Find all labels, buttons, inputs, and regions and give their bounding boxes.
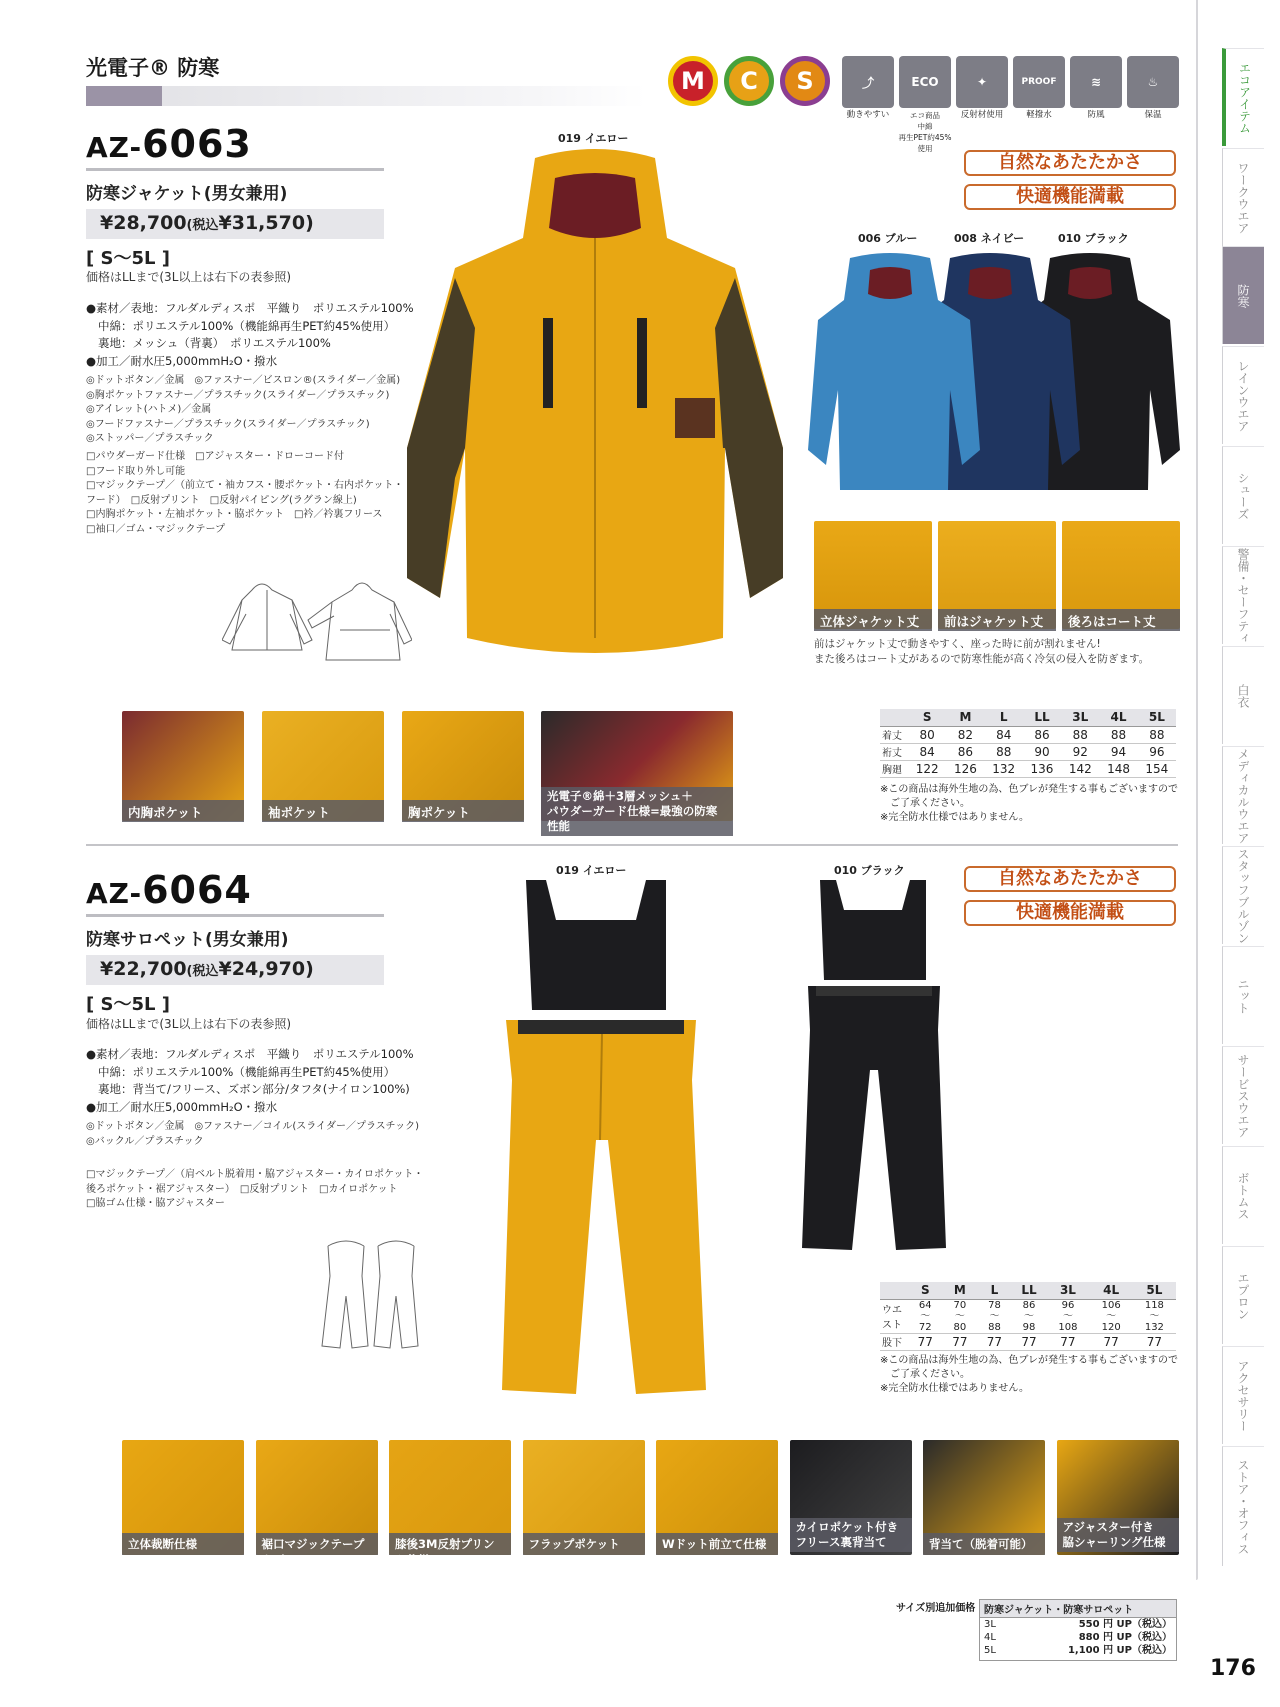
table-cell: 96 〜 108 [1046, 1299, 1089, 1333]
size-range-2: [ S～5L ] [86, 994, 170, 1015]
table-cell: 106 〜 120 [1090, 1299, 1133, 1333]
row-label: ウエスト [880, 1299, 908, 1333]
detail-caption-sleeve-pocket: 袖ポケット [262, 800, 384, 822]
table-header: M [943, 1282, 978, 1299]
table-header: LL [1012, 1282, 1047, 1299]
table-cell: 77 [1133, 1333, 1176, 1350]
table-cell: 148 [1099, 760, 1137, 777]
section-divider [86, 844, 1178, 846]
salopette-detail-caption: 膝後3M反射プリント仕様 [389, 1533, 511, 1555]
table-cell: 78 〜 88 [977, 1299, 1012, 1333]
feature-pill-functions-2: 快適機能満載 [964, 900, 1176, 926]
extra-size: 5L [984, 1645, 996, 1656]
row-label: 着丈 [880, 726, 908, 743]
row-label: 胸廻 [880, 760, 908, 777]
table-header: 5L [1138, 709, 1176, 726]
salopette-detail-caption: フラップポケット [523, 1533, 645, 1555]
extra-size: 4L [984, 1632, 996, 1643]
table-notes-salopette: ※この商品は海外生地の為、色ブレが発生する事もございますので ご了承ください。 ※完全防水仕様ではありません。 [880, 1355, 1178, 1394]
extra-size: 3L [984, 1619, 996, 1630]
jacket-color-variants-photo [800, 250, 1180, 500]
model-number-6064: AZ-6064 [86, 868, 252, 912]
salopette-detail-caption: 立体裁断仕様 [122, 1533, 244, 1555]
table-cell: 86 [946, 743, 984, 760]
table-cell: 88 [1138, 726, 1176, 743]
table-cell: 94 [1099, 743, 1137, 760]
salopette-detail-caption: 背当て（脱着可能） [923, 1533, 1045, 1555]
fit-caption-1: 立体ジャケット丈 [814, 609, 932, 631]
side-tab-11[interactable]: ボトムス [1222, 1146, 1264, 1244]
table-row [880, 743, 1176, 760]
table-cell: 80 [908, 726, 946, 743]
eco-icon: ECO [899, 56, 951, 108]
side-tab-8[interactable]: スタッフブルゾン [1222, 846, 1264, 944]
salopette-black-photo [798, 880, 948, 1250]
price-note: 価格はLLまで(3L以上は右下の表参照) [86, 270, 292, 284]
table-cell: 118 〜 132 [1133, 1299, 1176, 1333]
feature-pill-functions: 快適機能満載 [964, 184, 1176, 210]
side-tab-0[interactable]: エコアイテム [1222, 48, 1264, 146]
table-header: 5L [1133, 1282, 1176, 1299]
side-tab-1[interactable]: ワークウエア [1222, 148, 1264, 246]
table-notes-jacket: ※この商品は海外生地の為、色ブレが発生する事もございますので ご了承ください。 ※完全防水仕様ではありません。 [880, 784, 1178, 823]
row-label: 裄丈 [880, 743, 908, 760]
main-color-label: 019 イエロー [558, 132, 629, 145]
table-header: L [977, 1282, 1012, 1299]
table-cell: 84 [985, 726, 1023, 743]
table-cell: 136 [1023, 760, 1061, 777]
product-name: 防寒ジャケット(男女兼用) [86, 184, 288, 204]
price-box-2: ¥22,700(税込¥24,970) [86, 955, 384, 985]
fit-caption-3: 後ろはコート丈 [1062, 609, 1180, 631]
table-cell: 142 [1061, 760, 1099, 777]
table-header: M [946, 709, 984, 726]
table-header [880, 709, 908, 726]
model-number-6063: AZ-6063 [86, 122, 252, 166]
page-number: 176 [1210, 1656, 1256, 1681]
table-cell: 122 [908, 760, 946, 777]
category-bar-accent [86, 86, 162, 106]
salopette-yellow-photo [496, 880, 706, 1400]
table-cell: 88 [1099, 726, 1137, 743]
windproof-icon: ≋ [1070, 56, 1122, 108]
options-list: ◎ドットボタン／金属 ◎ファスナー／ビスロン®(スライダー／金属) ◎胸ポケットファスナー／プラスチック(スライダー／プラスチック) ◎アイレット(ハトメ)／金属 ◎フードファスナー／プラスチック(スライダー／プラスチック) ◎ストッパー／プラスチック [86, 375, 401, 444]
detail-caption-chest-pocket: 胸ポケット [402, 800, 524, 822]
extra-price-rows [980, 1618, 1176, 1657]
feature-label: 軽撥水 [1026, 110, 1052, 120]
side-tab-14[interactable]: ストア・オフィス [1222, 1446, 1264, 1566]
table-cell: 86 〜 98 [1012, 1299, 1047, 1333]
side-tab-12[interactable]: エプロン [1222, 1246, 1264, 1344]
table-cell: 92 [1061, 743, 1099, 760]
side-tab-7[interactable]: メディカルウエア [1222, 746, 1264, 844]
price-note-2: 価格はLLまで(3L以上は右下の表参照) [86, 1017, 292, 1031]
color-label-navy: 008 ネイビー [954, 232, 1025, 245]
side-tab-5[interactable]: 警備・セーフティ [1222, 546, 1264, 644]
jacket-line-drawing [222, 570, 412, 670]
table-header: LL [1023, 709, 1061, 726]
salopette-detail-caption: アジャスター付き 脇シャーリング仕様 [1057, 1518, 1179, 1552]
salopette-detail-caption: Wドット前立て仕様 [656, 1533, 778, 1555]
fit-caption-2: 前はジャケット丈 [938, 609, 1056, 631]
badge-s: S [780, 56, 830, 106]
table-header: L [985, 709, 1023, 726]
row-label: 股下 [880, 1333, 908, 1350]
extra-price-row [980, 1631, 1176, 1644]
category-title: 光電子® 防寒 [86, 56, 220, 80]
table-cell: 77 [908, 1333, 943, 1350]
features-list-2: □マジックテープ／（肩ベルト脱着用・脇アジャスター・カイロポケット・ 後ろポケット・裾アジャスター） □反射プリント □カイロポケット □脇ゴム仕様・脇アジャスター [86, 1169, 424, 1209]
table-cell: 77 [1046, 1333, 1089, 1350]
water-repellent-icon: PROOF [1013, 56, 1065, 108]
table-header [880, 1282, 908, 1299]
feature-pill-warmth-2: 自然なあたたかさ [964, 866, 1176, 892]
extra-price-row [980, 1644, 1176, 1657]
side-tab-10[interactable]: サービスウエア [1222, 1046, 1264, 1144]
product-name-2: 防寒サロペット(男女兼用) [86, 930, 289, 950]
spec-list-2: ●素材／表地：フルダルディスポ 平織り ポリエステル100% 中綿：ポリエステル100%（機能綿再生PET約45%使用） 裏地：背当て/フリース、ズボン部分/タフタ(ナイロン100%) ●加工／耐水圧5,000mmH₂O・撥水 [86, 1047, 414, 1114]
feature-pill-warmth: 自然なあたたかさ [964, 150, 1176, 176]
side-tab-4[interactable]: シューズ [1222, 446, 1264, 544]
table-cell: 86 [1023, 726, 1061, 743]
table-cell: 77 [1090, 1333, 1133, 1350]
table-header: S [908, 709, 946, 726]
extra-price-table [979, 1599, 1177, 1661]
table-header: 3L [1061, 709, 1099, 726]
table-cell: 132 [985, 760, 1023, 777]
options-list-2: ◎ドットボタン／金属 ◎ファスナー／コイル(スライダー／プラスチック) ◎バックル／プラスチック [86, 1121, 420, 1147]
feature-label: 動きやすい [846, 110, 890, 120]
reflector-icon: ✦ [956, 56, 1008, 108]
side-tab-6[interactable]: 白衣 [1222, 646, 1264, 744]
warmth-icon: ♨ [1127, 56, 1179, 108]
badge-m: M [668, 56, 718, 106]
table-header: S [908, 1282, 943, 1299]
spec-list: ●素材／表地：フルダルディスポ 平織り ポリエステル100% 中綿：ポリエステル100%（機能綿再生PET約45%使用） 裏地：メッシュ（背裏） ポリエステル100% ●加工／耐水圧5,000mmH₂O・撥水 [86, 301, 414, 368]
main-color-label-2: 019 イエロー [556, 864, 627, 877]
side-tab-3[interactable]: レインウエア [1222, 346, 1264, 444]
fit-note: 前はジャケット丈で動きやすく、座った時に前が割れません! また後ろはコート丈があるので防寒性能が高く冷気の侵入を防ぎます。 [814, 638, 1150, 665]
extra-price: 880 円 UP（税込） [1078, 1632, 1172, 1643]
extra-price-label: サイズ別追加価格 [896, 1603, 976, 1614]
model-underline-2 [86, 914, 384, 917]
color-label-black-2: 010 ブラック [834, 864, 905, 877]
table-cell: 70 〜 80 [943, 1299, 978, 1333]
price-box: ¥28,700(税込¥31,570) [86, 209, 384, 239]
salopette-detail-caption: 裾口マジックテープタブ [256, 1533, 378, 1555]
table-row [880, 1299, 1176, 1333]
side-tab-9[interactable]: ニット [1222, 946, 1264, 1044]
table-cell: 96 [1138, 743, 1176, 760]
detail-caption-lining: 光電子®綿＋3層メッシュ＋ パウダーガード仕様=最強の防寒性能 [541, 787, 733, 836]
feature-label: 保温 [1144, 110, 1162, 120]
table-cell: 77 [943, 1333, 978, 1350]
extra-price-row [980, 1618, 1176, 1631]
table-cell: 82 [946, 726, 984, 743]
table-cell: 64 〜 72 [908, 1299, 943, 1333]
badge-c: C [724, 56, 774, 106]
page-edge-line [1196, 0, 1198, 1580]
size-table-salopette [880, 1282, 1176, 1351]
features-list: □パウダーガード仕様 □アジャスター・ドローコード付 □フード取り外し可能 □マジックテープ／（前立て・袖カフス・腰ポケット・右内ポケット・ フード） □反射プリント □反射パイピング(ラグラン線上) □内胸ポケット・左袖ポケット・脇ポケット □衿／衿裏フリース □袖口／ゴム・マジックテープ [86, 451, 404, 535]
stretch-figure-icon: ⤴ [842, 56, 894, 108]
salopette-detail-caption: カイロポケット付き フリース裏背当て [790, 1518, 912, 1552]
table-row [880, 1333, 1176, 1350]
table-header: 4L [1090, 1282, 1133, 1299]
size-range: [ S～5L ] [86, 248, 170, 269]
table-cell: 154 [1138, 760, 1176, 777]
table-cell: 84 [908, 743, 946, 760]
detail-caption-inner-pocket: 内胸ポケット [122, 800, 244, 822]
side-tab-2[interactable]: 防寒 [1222, 246, 1264, 344]
table-cell: 77 [977, 1333, 1012, 1350]
table-cell: 88 [985, 743, 1023, 760]
extra-price: 550 円 UP（税込） [1078, 1619, 1172, 1630]
table-cell: 77 [1012, 1333, 1047, 1350]
salopette-line-drawing [318, 1236, 428, 1356]
side-tab-13[interactable]: アクセサリー [1222, 1346, 1264, 1444]
table-header: 4L [1099, 709, 1137, 726]
category-bar [86, 86, 646, 106]
table-cell: 126 [946, 760, 984, 777]
extra-price: 1,100 円 UP（税込） [1067, 1645, 1172, 1656]
size-table-jacket [880, 709, 1176, 778]
feature-label: エコ商品 中綿 再生PET約45%使用 [898, 111, 952, 153]
jacket-yellow-photo [405, 148, 785, 668]
table-cell: 88 [1061, 726, 1099, 743]
table-header: 3L [1046, 1282, 1089, 1299]
feature-label: 防風 [1087, 110, 1105, 120]
color-label-black: 010 ブラック [1058, 232, 1129, 245]
table-row [880, 726, 1176, 743]
table-cell: 90 [1023, 743, 1061, 760]
color-label-blue: 006 ブルー [858, 232, 918, 245]
extra-price-header: 防寒ジャケット・防寒サロペット [980, 1600, 1176, 1618]
table-row [880, 760, 1176, 777]
feature-label: 反射材使用 [960, 110, 1004, 120]
model-underline [86, 168, 384, 171]
